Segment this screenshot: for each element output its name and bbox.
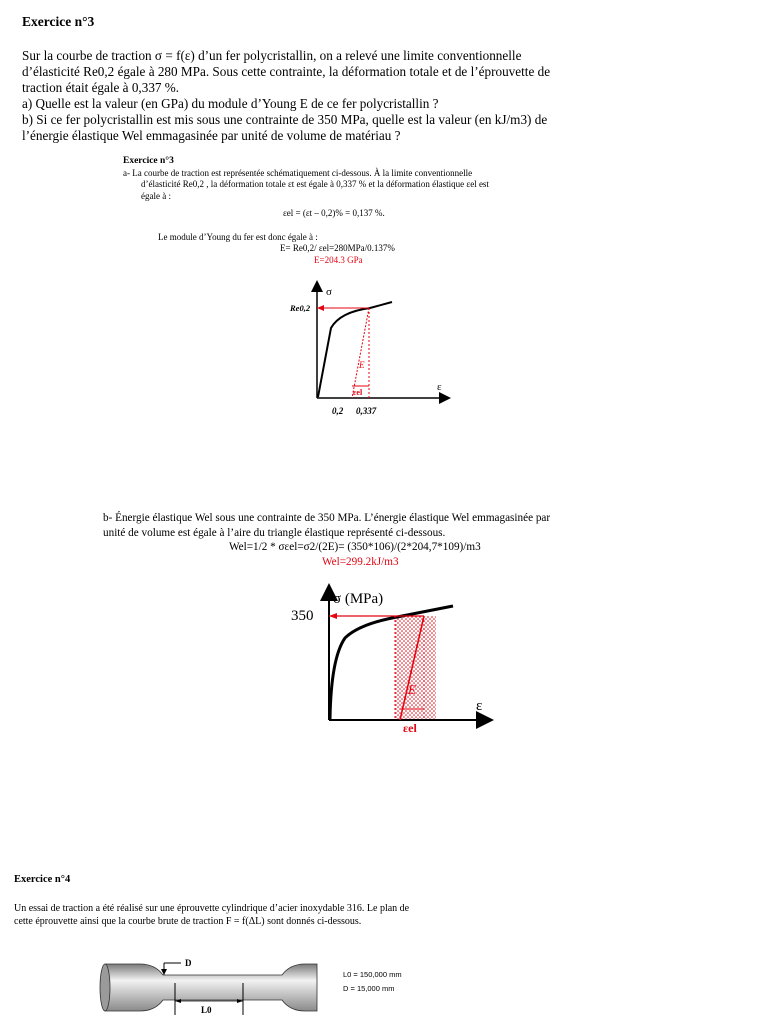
traction-curve [318,302,392,397]
elastic-energy-area [395,616,436,720]
d-label: D [185,958,192,968]
statement-line-1: Sur la courbe de traction σ = f(ε) d’un fer polycristallin, on a relevé une limite conventionnelle [22,48,522,63]
question-b-line-2: l’énergie élastique Wel emmagasinée par unité de volume de matériau ? [22,128,401,143]
energy-formula: Wel=1/2 * σεel=σ2/(2E)= (350*106)/(2*204,7*109)/m3 [229,541,481,553]
young-result: E=204.3 GPa [314,254,363,265]
stress-arrow [329,613,337,619]
e-label: E [408,682,416,697]
solution-a-line-3: égale à : [141,190,171,201]
exercise-4-line-2: cette éprouvette ainsi que la courbe brute de traction F = f(ΔL) sont donnés ci-dessous. [14,916,362,927]
re-label: Re0,2 [290,303,311,313]
solution-b-line-1: b- Énergie élastique Wel sous une contrainte de 350 MPa. L’énergie élastique Wel emmagasinée par [103,512,551,524]
solution-b [103,511,550,569]
sigma-label: σ [326,286,332,298]
l0-label: L0 [201,1005,212,1015]
epsilon-label: ε [437,381,442,393]
solution-a-line-1: a- La courbe de traction est représentée schématiquement ci-dessous. À la limite conventionnelle [123,167,473,178]
statement-line-2: d’élasticité Re0,2 égale à 280 MPa. Sous cette contrainte, la déformation totale et de l’éprouvette de [22,64,551,79]
energy-result: Wel=299.2kJ/m3 [322,555,399,568]
eel-label: εel [403,721,417,735]
y-350-label: 350 [291,608,314,624]
exercise-3-title: Exercice n°3 [22,14,95,29]
tick-0-2: 0,2 [332,406,344,416]
traction-curve-graph-1 [280,278,470,423]
exercise-4-line-1: Un essai de traction a été réalisé sur une éprouvette cylindrique d’acier inoxydable 316. Le plan de [14,903,410,914]
young-formula: E= Re0,2/ εel=280MPa/0.137% [280,243,395,253]
exercise-4-statement [14,902,409,928]
exercise-4-title: Exercice n°4 [14,874,71,885]
traction-curve-graph-2 [285,582,500,740]
solution-b-line-2: unité de volume est égale à l’aire du triangle élastique représenté ci-dessous. [103,526,446,539]
epsilon-label: ε [476,698,483,714]
specimen-specs [343,968,402,996]
statement-line-3: traction était égale à 0,337 %. [22,80,180,95]
re-arrow [317,305,324,311]
elastic-unloading-line [352,308,369,398]
solution-title: Exercice n°3 [123,156,174,166]
exercise-3-statement [22,48,582,144]
d-spec: D = 15,000 mm [343,984,395,993]
question-a: a) Quelle est la valeur (en GPa) du module d’Young E de ce fer polycristallin ? [22,96,439,111]
specimen-drawing [95,953,335,1024]
sigma-label: σ (MPa) [333,591,384,607]
strain-formula: εel = (εt – 0,2)% = 0,137 %. [283,208,385,218]
question-b-line-1: b) Si ce fer polycristallin est mis sous une contrainte de 350 MPa, quelle est la valeur (en kJ/m3) de [22,112,548,127]
specimen-left-end [100,964,110,1011]
e-label: E [359,360,365,370]
specimen-body [105,964,317,1011]
tick-0-337: 0,337 [356,406,377,416]
l0-spec: L0 = 150,000 mm [343,970,402,979]
eel-label: εel [353,388,363,397]
solution-a [123,156,489,266]
solution-a-line-2: d’élasticité Re0,2 , la déformation totale εt est égale à 0,337 % et la déformation élastique εel est [141,179,489,189]
young-intro: Le module d’Young du fer est donc égale à : [158,231,318,242]
